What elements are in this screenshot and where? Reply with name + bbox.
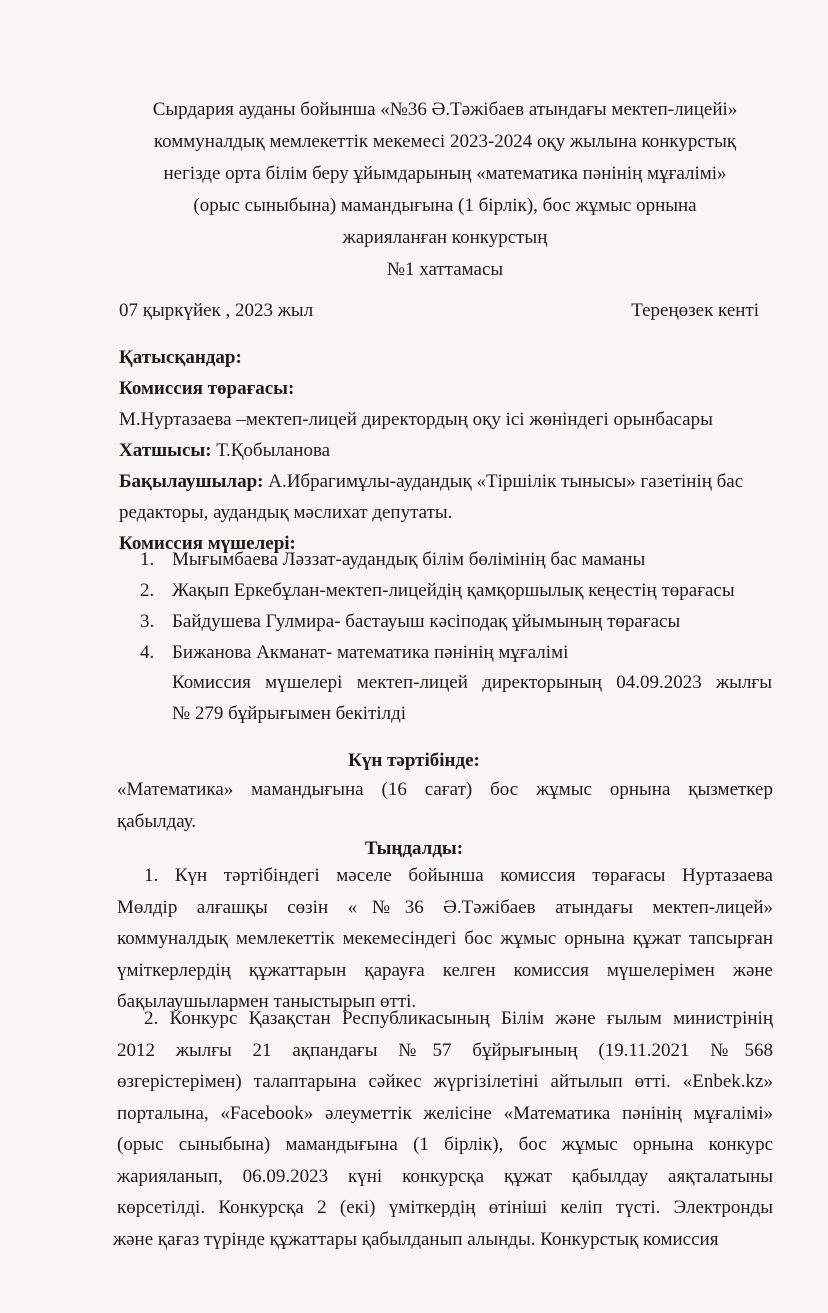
list-number: 4.: [140, 642, 155, 663]
heard-paragraph-2: [113, 1003, 773, 1255]
title-line: Сырдария ауданы бойынша «№36 Ә.Тәжібаев атындағы мектеп-лицейі»: [152, 99, 738, 120]
title-line: негізде орта білім беру ұйымдарының «математика пәнінің мұғалімі»: [163, 163, 727, 184]
list-number: 1.: [140, 549, 155, 570]
note-line: № 279 бұйрығымен бекітілді: [172, 703, 407, 724]
member-text: Бижанова Акманат- математика пәнінің мұғалімі: [172, 642, 569, 663]
title-line: №1 хаттамасы: [386, 259, 504, 280]
observers-text-continued: редакторы, аудандық мәслихат депутаты.: [119, 502, 453, 523]
document-date: 07 қыркүйек , 2023 жыл: [119, 300, 314, 321]
participants-section: [119, 342, 774, 559]
paragraph-line: 2. Конкурс Қазақстан Республикасының Білім және ғылым министрінің: [144, 1008, 773, 1029]
title-line: коммуналдық мемлекеттік мекемесі 2023-2024 оқу жылына конкурстық: [153, 131, 737, 152]
paragraph-line: өзгерістерімен) талаптарына сәйкес жүргізілетіні айтылып өтті. «Enbek.kz»: [117, 1071, 773, 1092]
list-number: 2.: [140, 580, 155, 601]
participants-heading: Қатысқандар:: [119, 347, 242, 368]
agenda-line: «Математика» мамандығына (16 сағат) бос жұмыс орнына қызметкер: [117, 779, 773, 800]
chair-text: М.Нуртазаева –мектеп-лицей директордың оқу ісі жөніндегі орынбасары: [119, 409, 713, 430]
document-title: [100, 94, 790, 286]
date-place-row: [119, 300, 759, 322]
heard-heading: Тыңдалды:: [364, 838, 464, 859]
paragraph-line: 1. Күн тәртібіндегі мәселе бойынша комиссия төрағасы Нуртазаева: [144, 865, 773, 886]
list-item: [140, 637, 780, 668]
chair-label: Комиссия төрағасы:: [119, 378, 295, 399]
secretary-line: [119, 435, 774, 466]
paragraph-line: жарияланып, 06.09.2023 күні конкурсқа құжат қабылдау аяқталатыны: [117, 1165, 773, 1187]
paragraph-line: бақылаушылармен таныстырып өтті.: [117, 991, 417, 1012]
list-item: [140, 575, 780, 606]
document-place: Тереңөзек кенті: [631, 300, 759, 321]
members-label: Комиссия мүшелері:: [119, 533, 296, 554]
heard-paragraph-1: [117, 860, 773, 1018]
secretary-label: Хатшысы:: [119, 440, 212, 461]
paragraph-line: Мөлдір алғашқы сөзін «№36 Ә.Тәжібаев атындағы мектеп-лицей»: [117, 896, 773, 918]
member-text: Мығымбаева Ләззат-аудандық білім бөлімінің бас маманы: [172, 549, 646, 570]
note-line: Комиссия мүшелері мектеп-лицей директорының 04.09.2023 жылғы: [172, 672, 772, 693]
agenda-line: қабылдау.: [117, 810, 197, 832]
paragraph-line: көрсетілді. Конкурсқа 2 (екі) үміткердің өтініші келіп түсті. Электронды: [117, 1197, 773, 1218]
paragraph-line: және қағаз түрінде құжаттары қабылданып алынды. Конкурстық комиссия: [113, 1228, 719, 1250]
members-approval-note: [172, 667, 772, 729]
title-line: (орыс сыныбына) мамандығына (1 бірлік), бос жұмыс орнына: [193, 195, 697, 216]
paragraph-line: порталына, «Facebook» әлеуметтік желісіне «Математика пәнінің мұғалімі»: [117, 1102, 773, 1124]
member-text: Жақып Еркебұлан-мектеп-лицейдің қамқоршылық кеңестің төрағасы: [172, 580, 735, 601]
list-item: [140, 544, 780, 575]
title-line: жарияланған конкурстың: [342, 227, 548, 248]
paragraph-line: үміткерлердің құжаттарын қарауға келген комиссия мүшелерімен және: [117, 959, 773, 981]
secretary-text: Т.Қобыланова: [211, 440, 331, 461]
member-text: Байдушева Гулмира- бастауыш кәсіподақ ұйымының төрағасы: [172, 611, 681, 632]
members-list: [140, 544, 780, 668]
list-number: 3.: [140, 611, 155, 632]
agenda-heading: Күн тәртібінде:: [348, 750, 480, 771]
paragraph-line: коммуналдық мемлекеттік мекемесіндегі бос жұмыс орнына құжат тапсырған: [117, 928, 773, 949]
observers-label: Бақылаушылар:: [119, 471, 264, 492]
observers-text: А.Ибрагимұлы-аудандық «Тіршілік тынысы» газетінің бас: [263, 471, 744, 492]
agenda-text: [117, 774, 773, 837]
paragraph-line: (орыс сыныбына) мамандығына (1 бірлік), бос жұмыс орнына конкурс: [117, 1134, 773, 1155]
observers-line: [119, 466, 774, 497]
list-item: [140, 606, 780, 637]
paragraph-line: 2012 жылғы 21 ақпандағы №57 бұйрығының (19.11.2021 №568: [117, 1039, 773, 1061]
